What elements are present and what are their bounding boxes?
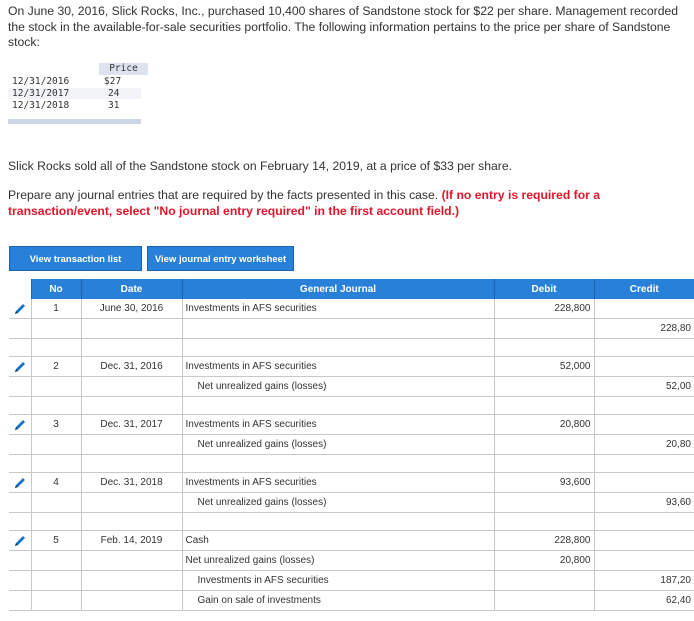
col-credit-header: Credit <box>594 279 694 299</box>
credit-cell: 62,40 <box>594 591 694 611</box>
debit-cell <box>494 319 594 339</box>
account-cell: Net unrealized gains (losses) <box>182 493 494 513</box>
credit-cell <box>594 531 694 551</box>
edit-cell[interactable] <box>9 531 31 551</box>
credit-cell: 93,60 <box>594 493 694 513</box>
spacer-row <box>9 455 694 473</box>
debit-cell: 20,800 <box>494 415 594 435</box>
problem-intro: On June 30, 2016, Slick Rocks, Inc., purchased 10,400 shares of Sandstone stock for $22 per share. Management recorded the stock in the available-for-sale securities portfolio. The following information pertains to the price per share of Sandstone stock: <box>8 4 679 49</box>
entry-no: 3 <box>31 415 81 435</box>
debit-cell: 228,800 <box>494 531 594 551</box>
table-row <box>9 299 694 319</box>
instructions <box>8 188 684 219</box>
pencil-icon[interactable] <box>13 302 27 316</box>
table-row <box>9 571 694 591</box>
spacer-row <box>9 513 694 531</box>
account-cell: Investments in AFS securities <box>182 473 494 493</box>
debit-cell <box>494 493 594 513</box>
pencil-icon[interactable] <box>13 534 27 548</box>
price-date: 12/31/2018 <box>12 100 70 111</box>
account-cell: Net unrealized gains (losses) <box>182 435 494 455</box>
entry-date: Dec. 31, 2016 <box>81 357 182 377</box>
spacer-row <box>9 397 694 415</box>
pencil-icon[interactable] <box>13 360 27 374</box>
debit-cell: 93,600 <box>494 473 594 493</box>
account-cell: Net unrealized gains (losses) <box>182 551 494 571</box>
price-header: Price <box>99 63 148 75</box>
pencil-icon[interactable] <box>13 418 27 432</box>
instructions-note: (If no entry is required for a transaction/event, select "No journal entry required" in the first account field.) <box>8 188 601 218</box>
col-no-header: No <box>31 279 81 299</box>
table-row <box>9 493 694 513</box>
journal-table <box>9 279 694 611</box>
debit-cell <box>494 591 594 611</box>
account-cell <box>182 319 494 339</box>
price-date: 12/31/2016 <box>12 76 70 87</box>
entry-no: 2 <box>31 357 81 377</box>
credit-cell <box>594 473 694 493</box>
edit-cell[interactable] <box>9 357 31 377</box>
edit-cell[interactable] <box>9 415 31 435</box>
credit-cell: 52,00 <box>594 377 694 397</box>
credit-cell <box>594 551 694 571</box>
spacer-row <box>9 339 694 357</box>
edit-cell[interactable] <box>9 473 31 493</box>
table-row <box>9 319 694 339</box>
price-value: 24 <box>108 88 120 99</box>
view-transaction-list-button[interactable]: View transaction list <box>9 246 142 271</box>
table-row <box>9 473 694 493</box>
credit-cell: 20,80 <box>594 435 694 455</box>
table-row <box>9 415 694 435</box>
table-row <box>9 531 694 551</box>
account-cell: Net unrealized gains (losses) <box>182 377 494 397</box>
edit-col-header <box>9 279 31 299</box>
credit-cell <box>594 299 694 319</box>
entry-date: June 30, 2016 <box>81 299 182 319</box>
account-cell: Investments in AFS securities <box>182 571 494 591</box>
entry-no: 5 <box>31 531 81 551</box>
entry-date: Dec. 31, 2017 <box>81 415 182 435</box>
price-row <box>8 100 141 111</box>
credit-cell: 187,20 <box>594 571 694 591</box>
account-cell: Gain on sale of investments <box>182 591 494 611</box>
pencil-icon[interactable] <box>13 476 27 490</box>
table-row <box>9 377 694 397</box>
entry-no: 1 <box>31 299 81 319</box>
price-value: 31 <box>108 100 120 111</box>
edit-cell[interactable] <box>9 299 31 319</box>
account-cell: Investments in AFS securities <box>182 299 494 319</box>
col-debit-header: Debit <box>494 279 594 299</box>
debit-cell <box>494 571 594 591</box>
table-row <box>9 357 694 377</box>
credit-cell <box>594 357 694 377</box>
col-journal-header: General Journal <box>182 279 494 299</box>
table-row <box>9 551 694 571</box>
account-cell: Cash <box>182 531 494 551</box>
entry-no: 4 <box>31 473 81 493</box>
account-cell: Investments in AFS securities <box>182 357 494 377</box>
view-journal-worksheet-button[interactable]: View journal entry worksheet <box>147 246 294 271</box>
table-row <box>9 435 694 455</box>
journal-header-row <box>9 279 694 299</box>
entry-date: Feb. 14, 2019 <box>81 531 182 551</box>
account-cell: Investments in AFS securities <box>182 415 494 435</box>
credit-cell <box>594 415 694 435</box>
price-value: $27 <box>104 76 122 87</box>
debit-cell <box>494 377 594 397</box>
price-table <box>8 63 141 124</box>
sale-text: Slick Rocks sold all of the Sandstone stock on February 14, 2019, at a price of $33 per share. <box>8 159 513 173</box>
price-row <box>8 76 141 87</box>
col-date-header: Date <box>81 279 182 299</box>
entry-date: Dec. 31, 2018 <box>81 473 182 493</box>
instructions-text: Prepare any journal entries that are required by the facts presented in this case. <box>8 188 442 202</box>
debit-cell <box>494 435 594 455</box>
debit-cell: 52,000 <box>494 357 594 377</box>
table-row <box>9 591 694 611</box>
debit-cell: 20,800 <box>494 551 594 571</box>
price-row <box>8 88 141 99</box>
credit-cell: 228,80 <box>594 319 694 339</box>
price-date: 12/31/2017 <box>12 88 70 99</box>
debit-cell: 228,800 <box>494 299 594 319</box>
